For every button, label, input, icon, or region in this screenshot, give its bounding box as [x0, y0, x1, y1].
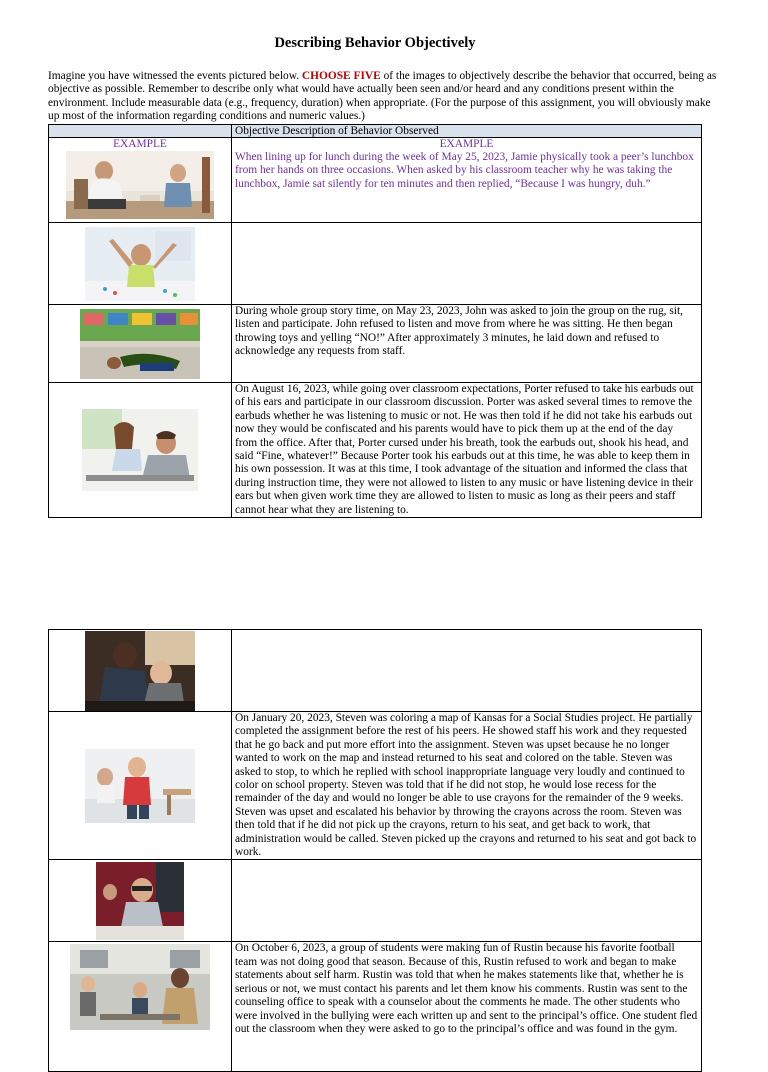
description-cell: During whole group story time, on May 23, 2023, John was asked to join the group on the rug, sit, listen and participate. John refused to listen and move from where he was sitting. He then began throwing toys and yelling “NO!” After approximately 3 minutes, he laid down and refused to acknowledge any requests from staff. [232, 305, 702, 383]
header-description: Objective Description of Behavior Observed [232, 125, 702, 138]
photo-students-bullying [70, 944, 210, 1030]
table-header-row [49, 125, 702, 138]
table-row [49, 383, 702, 518]
image-cell [49, 712, 232, 860]
behavior-table-1 [48, 124, 702, 518]
example-description: When lining up for lunch during the week of May 25, 2023, Jamie physically took a peer’s lunchbox from her hands on three occasions. When asked by his classroom teacher why he was taking the lunchbox, Jamie sat silently for ten minutes and then replied, “Because I was hungry, duh.” [235, 151, 694, 190]
table-row-example [49, 138, 702, 223]
photo-students-fighting [85, 631, 195, 711]
document-title: Describing Behavior Objectively [274, 35, 476, 51]
table-row [49, 942, 702, 1072]
description-cell [232, 223, 702, 305]
behavior-table-2 [48, 629, 702, 1072]
image-cell [49, 223, 232, 305]
example-description-cell [232, 138, 702, 223]
image-cell [49, 630, 232, 712]
table-row [49, 712, 702, 860]
photo-child-lying-on-floor [80, 309, 200, 379]
instructions-lead: Imagine you have witnessed the events pictured below. [48, 70, 302, 82]
description-cell: On October 6, 2023, a group of students were making fun of Rustin because his favorite football team was not doing good that season. Because of this, Rustin refused to work and began to make statements about self harm. Rustin was told that when he makes statements like that, whether he is serious or not, we must contact his parents and let them know his comments. Rustin was sent to the counseling office to speak with a counselor about the comments he made. The other students who were involved in the bullying were each written up and sent to the principal’s office. One student fled out the classroom when they were asked to go to the principal’s office and was found in the gym. [232, 942, 702, 1072]
description-cell [232, 860, 702, 942]
photo-teacher-with-child [66, 151, 214, 219]
image-cell [49, 305, 232, 383]
header-image-cell [49, 125, 232, 138]
instructions [48, 70, 720, 124]
image-cell [49, 860, 232, 942]
table-row [49, 860, 702, 942]
description-cell: On January 20, 2023, Steven was coloring a map of Kansas for a Social Studies project. He partially completed the assignment before the rest of his peers. He showed staff his work and they requested that he go back and put more effort into the assignment. Steven was upset because he no longer wanted to work on the map and instead returned to his seat and colored on the table. Steven was asked to stop, to which he replied with school inappropriate language very loudly and continued to color on school property. Steven was told that if he did not stop, he would lose recess for the remainder of the day and would no longer be able to use crayons for the remainder of the 9 weeks. Steven was upset and escalated his behavior by throwing the crayons across the room. Steven was then told that if he did not pick up the crayons, return to his seat, and get back to work, that administration would be called. Steven picked up the crayons and returned to his seat and got back to work. [232, 712, 702, 860]
image-cell [49, 383, 232, 518]
table-row [49, 630, 702, 712]
example-label-right: EXAMPLE [439, 138, 494, 150]
table-row [49, 223, 702, 305]
example-label-left: EXAMPLE [113, 138, 167, 150]
photo-boy-at-desk [96, 862, 184, 940]
table-row [49, 305, 702, 383]
photo-upset-child [85, 227, 195, 301]
example-image-cell [49, 138, 232, 223]
image-cell [49, 942, 232, 1072]
photo-boy-coloring [85, 749, 195, 823]
instructions-rest: of the images to objectively describe the behavior that occurred, being as objective as possible. Remember to describe only what would have actually been seen and/or heard and any conditions present within the environment. Include measurable data (e.g., frequency, duration) when appropriate. (For the purpose of this assignment, you will obviously make up most of the information regarding conditions and numeric values.) [48, 70, 717, 123]
description-cell [232, 630, 702, 712]
photo-teen-with-earbuds [82, 409, 198, 491]
description-cell: On August 16, 2023, while going over classroom expectations, Porter refused to take his earbuds out of his ears and participate in our classroom discussion. Porter was asked several times to remove the earbuds whether he was listening to music or not. He was then told if he did not take his earbuds out now they would be confiscated and his parents would have to pick them up at the end of the day from the office. After that, Porter cursed under his breath, took the earbuds out, shook his head, and said “Fine, whatever!” Because Porter took his earbuds out at this time, he was able to keep them in his own possession. It was at this time, I took advantage of the situation and informed the class that during instruction time, they were not allowed to listen to any music or have listening device in their ears but when given work time they are allowed to listen to music as long as their peers and staff cannot hear what they are listening to. [232, 383, 702, 518]
choose-five-highlight: CHOOSE FIVE [301, 70, 381, 82]
